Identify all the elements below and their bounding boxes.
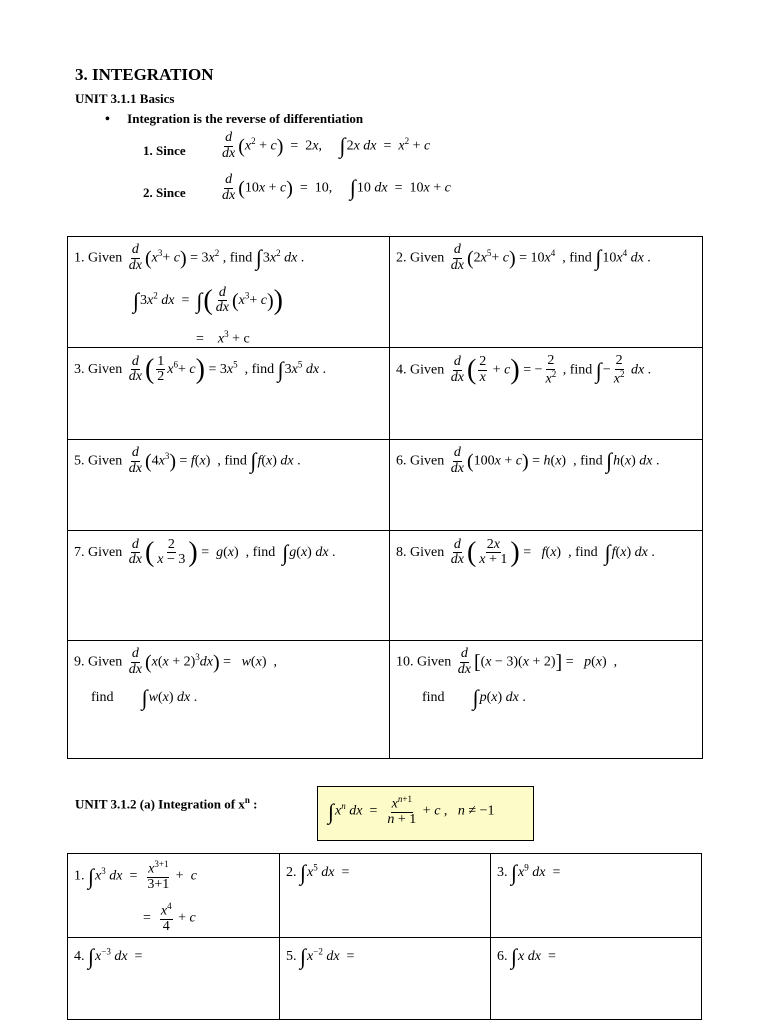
bullet-text: Integration is the reverse of differentiation	[127, 111, 364, 126]
question-number: 6.	[497, 949, 508, 964]
given-label: Given	[88, 545, 123, 560]
exercise-cell	[68, 938, 280, 1020]
question-number: 1.	[74, 250, 85, 266]
find-label: find	[422, 690, 445, 705]
exercise-cell	[390, 440, 703, 531]
question-number: 3.	[497, 865, 508, 880]
exercise-cell	[491, 938, 702, 1020]
power-exercise-6: 6. ∫x dx =	[497, 944, 556, 969]
exercise-7: 7. Given $\frac{d}{dx}$ ( $\frac{2}{x - 3}$ ) = g(x) , find ∫g(x) dx .	[74, 536, 336, 568]
example-1-formula: $\frac{d}{dx}$ $(x^2 + c) = 2x$, ∫2x dx = $x^2 + c$	[222, 130, 431, 161]
question-number: 5.	[74, 453, 85, 469]
question-number: 2.	[396, 250, 407, 266]
unit-2-title-exponent: n	[244, 795, 250, 805]
exercise-8: 8. Given $\frac{d}{dx}$ ( $\frac{2x}{x + 1}$ ) = f(x) , find ∫f(x) dx .	[396, 536, 655, 568]
exercise-6: 6. Given $\frac{d}{dx}$ (100x + c) = h(x) , find ∫h(x) dx .	[396, 445, 660, 476]
power-exercise-1-answer: = $\frac{x^4}{4}$ + c	[143, 901, 196, 935]
question-number: 4.	[396, 362, 407, 378]
exercise-cell	[280, 938, 491, 1020]
page-heading: 3. INTEGRATION	[75, 65, 214, 84]
example-2-formula: $\frac{d}{dx}$ (10x + c) = 10, ∫10 dx = 10x + c	[222, 172, 451, 203]
exercise-9-find: find ∫w(x) dx .	[91, 685, 198, 710]
question-number: 3.	[74, 362, 85, 377]
exercise-3: 3. Given $\frac{d}{dx}$ ( $\frac{1}{2}$ $x^6+ c) = 3x^5$ , find $\int 3x^5$ dx .	[74, 353, 327, 385]
exercise-1-solution-answer: = $x^3 + c$	[196, 329, 250, 347]
power-rule-formula-box	[317, 786, 534, 841]
power-exercise-2: 2. $\int x^5$ dx =	[286, 860, 350, 885]
given-label: Given	[410, 362, 445, 378]
given-label: Given	[410, 453, 445, 469]
exercise-1-solution-step: $\int 3x^2$ dx = ∫( $\frac{d}{dx}$ $(x^3+ c)$)	[133, 284, 283, 316]
question-number: 7.	[74, 545, 85, 560]
given-label: Given	[417, 654, 452, 670]
find-label: find	[91, 690, 114, 705]
power-exercise-1: 1. $\int x^3$ dx = $\frac{x^{3+1}}{3+1}$ + c	[74, 859, 197, 893]
bullet-line	[105, 111, 363, 128]
exercise-grid-1	[67, 236, 703, 759]
question-number: 6.	[396, 453, 407, 469]
exercise-4: 4. Given $\frac{d}{dx}$ ( $\frac{2}{x}$ + c) = − $\frac{2}{x^2}$ , find ∫− $\frac{2}{x^2}$ dx .	[396, 353, 652, 387]
question-number: 5.	[286, 949, 297, 964]
exercise-cell	[390, 531, 703, 641]
given-label: Given	[410, 545, 445, 560]
power-exercise-5: 5. $\int x^{-2}$ dx =	[286, 944, 355, 969]
example-2-label: 2. Since	[143, 185, 186, 200]
exercise-cell	[68, 237, 390, 348]
exercise-5: 5. Given $\frac{d}{dx}$ $(4x^3) = f(x)$ , find ∫f(x) dx .	[74, 445, 301, 476]
example-1-label: 1. Since	[143, 143, 186, 158]
question-number: 1.	[74, 868, 85, 884]
exercise-cell	[68, 641, 390, 759]
exercise-10: 10. Given $\frac{d}{dx}$ [(x − 3)(x + 2)] = p(x) ,	[396, 646, 618, 677]
exercise-2: 2. Given $\frac{d}{dx}$ $(2x^5+ c) = 10x^4$ , find $\int 10x^4$ dx .	[396, 242, 651, 273]
question-number: 10.	[396, 654, 414, 670]
exercise-cell	[390, 641, 703, 759]
exercise-cell	[68, 531, 390, 641]
exercise-cell	[390, 237, 703, 348]
exercise-cell	[68, 440, 390, 531]
unit-2-title-colon: :	[249, 796, 258, 812]
power-rule-formula: $\int x^n$ dx = $\frac{x^{n+1}}{n + 1}$ + c , n ≠ −1	[328, 794, 495, 828]
given-label: Given	[88, 654, 123, 670]
exercise-10-find: find ∫p(x) dx .	[422, 685, 526, 710]
exercise-cell	[390, 348, 703, 440]
exercise-1: 1. Given $\frac{d}{dx}$ $(x^3+ c) = 3x^2$ , find $\int 3x^2$ dx .	[74, 242, 305, 273]
exercise-cell	[280, 854, 491, 938]
power-exercise-3: 3. $\int x^9$ dx =	[497, 860, 561, 885]
unit-2-title-text: UNIT 3.1.2 (a) Integration of x	[75, 796, 245, 812]
question-number: 2.	[286, 865, 297, 880]
exercise-cell	[68, 854, 280, 938]
bullet-icon: •	[105, 112, 110, 127]
given-label: Given	[88, 453, 123, 469]
exercise-cell	[491, 854, 702, 938]
question-number: 8.	[396, 545, 407, 560]
given-label: Given	[88, 362, 123, 377]
question-number: 4.	[74, 949, 85, 964]
exercise-9: 9. Given $\frac{d}{dx}$ $(x(x + 2)^3dx) = w(x)$ ,	[74, 646, 277, 677]
exercise-grid-2	[67, 853, 702, 1020]
unit-1-title: UNIT 3.1.1 Basics	[75, 91, 175, 106]
exercise-cell	[68, 348, 390, 440]
power-exercise-4: 4. $\int x^{-3}$ dx =	[74, 944, 143, 969]
given-label: Given	[410, 250, 445, 266]
unit-2-title	[75, 795, 257, 812]
given-label: Given	[88, 250, 123, 266]
question-number: 9.	[74, 654, 85, 670]
